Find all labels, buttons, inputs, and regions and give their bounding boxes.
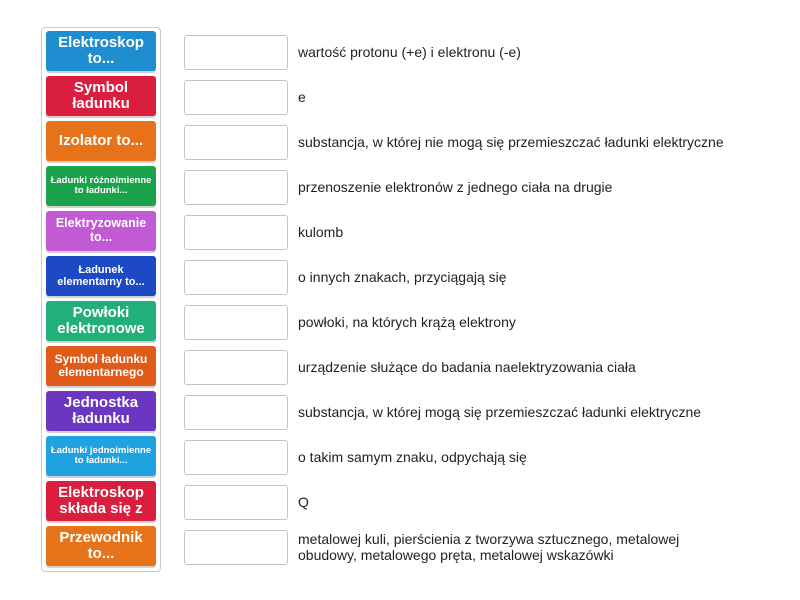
definition-text: wartość protonu (+e) i elektronu (-e) — [298, 44, 521, 61]
tile-powloki-elektronowe[interactable] — [46, 301, 156, 341]
definition-text: substancja, w której nie mogą się przemieszczać ładunki elektryczne — [298, 134, 724, 151]
drop-slot[interactable] — [184, 395, 288, 430]
tile-label: Izolator to... — [58, 131, 144, 149]
drop-slot[interactable] — [184, 80, 288, 115]
tile-label: Przewodnik to... — [59, 528, 143, 562]
definition-text: o innych znakach, przyciągają się — [298, 269, 507, 286]
tile-label: Symbol ładunku elementarnego — [54, 351, 148, 379]
drop-slot[interactable] — [184, 440, 288, 475]
tile-elektroskop-to[interactable] — [46, 31, 156, 71]
definition-text: powłoki, na których krążą elektrony — [298, 314, 516, 331]
drop-slot[interactable] — [184, 215, 288, 250]
tile-ladunki-roznoimienne[interactable] — [46, 166, 156, 206]
drop-slot[interactable] — [184, 530, 288, 565]
tile-izolator-to[interactable] — [46, 121, 156, 161]
tile-label: Powłoki elektronowe — [57, 303, 145, 337]
drop-slot[interactable] — [184, 350, 288, 385]
definition-text: kulomb — [298, 224, 344, 241]
definition-text: substancja, w której mogą się przemieszczać ładunki elektryczne — [298, 404, 702, 421]
tile-symbol-ladunku[interactable] — [46, 76, 156, 116]
definition-text: przenoszenie elektronów z jednego ciała na drugie — [298, 179, 613, 196]
tile-elektryzowanie-to[interactable] — [46, 211, 156, 251]
drop-slot[interactable] — [184, 125, 288, 160]
tile-przewodnik-to[interactable] — [46, 526, 156, 566]
tile-label: Jednostka ładunku — [63, 393, 139, 427]
definition-text: metalowej kuli, pierścienia z tworzywa sztucznego, metalowej obudowy, metalowego pręta, metalowej wskazówki — [298, 530, 680, 563]
drop-slot[interactable] — [184, 260, 288, 295]
tile-label: Elektryzowanie to... — [55, 216, 147, 244]
definition-text: e — [298, 89, 306, 106]
tile-label: Elektroskop to... — [58, 33, 144, 67]
definition-text: o takim samym znaku, odpychają się — [298, 449, 527, 466]
tile-label: Elektroskop składa się z — [58, 483, 144, 517]
drop-slot[interactable] — [184, 485, 288, 520]
tile-symbol-ladunku-elementarnego[interactable] — [46, 346, 156, 386]
tile-label: Ładunki jednoimienne to ładunki... — [50, 444, 152, 466]
drop-slot[interactable] — [184, 305, 288, 340]
tile-ladunek-elementarny[interactable] — [46, 256, 156, 296]
tile-ladunki-jednoimienne[interactable] — [46, 436, 156, 476]
drop-slot[interactable] — [184, 170, 288, 205]
tile-jednostka-ladunku[interactable] — [46, 391, 156, 431]
tile-label: Symbol ładunku — [72, 78, 130, 112]
tile-label: Ładunki różnoimienne to ładunki... — [50, 174, 152, 196]
drop-slot[interactable] — [184, 35, 288, 70]
tile-label: Ładunek elementarny to... — [57, 263, 145, 288]
definition-text: Q — [298, 494, 309, 511]
tile-elektroskop-sklada-sie[interactable] — [46, 481, 156, 521]
definition-text: urządzenie służące do badania naelektryzowania ciała — [298, 359, 636, 376]
